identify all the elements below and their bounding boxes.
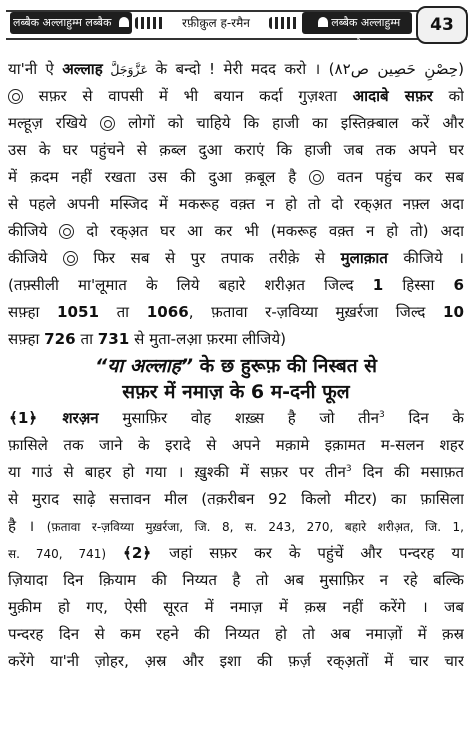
heading-text: के छ हुरूफ़ की निस्बत से	[193, 355, 377, 377]
text-line	[8, 432, 464, 459]
bold-text: 6	[453, 276, 464, 294]
text-line	[8, 405, 464, 432]
header-right-label	[302, 12, 412, 51]
text-line	[8, 245, 464, 272]
flower-icon	[63, 251, 78, 266]
text-line	[8, 272, 464, 299]
text-line	[8, 594, 464, 621]
superscript: 3	[379, 409, 385, 420]
flower-icon	[100, 116, 115, 131]
text-line	[8, 567, 464, 594]
text-line	[8, 540, 464, 567]
text-line	[8, 621, 464, 648]
bold-text: 1066	[146, 303, 189, 321]
text: सफ़र से वापसी में भी बयान कर्दा गुज़श्ता	[23, 87, 353, 105]
text: उस के घर पहुंचने से क़ब्ल दुआ कराएं कि हाजी जब तक अपने घर	[8, 141, 464, 159]
header-left-label	[10, 12, 132, 34]
text-line	[8, 137, 464, 164]
text: सफ़्हा	[8, 330, 45, 348]
chapter-title: रफ़ीक़ुल ह-रमैन	[182, 16, 250, 30]
bold-text: मुलाक़ात	[340, 249, 388, 267]
text: ता	[98, 303, 147, 321]
ornament-left	[135, 17, 165, 29]
bold-text: 726	[44, 330, 76, 348]
text: है ।	[8, 517, 47, 535]
arabic-text: عَزَّوَجَلَّ	[102, 62, 156, 77]
bold-text: 1051	[56, 303, 99, 321]
text-line	[8, 648, 464, 675]
text: जहां सफ़र कर के पहुंचें और पन्दरह या	[152, 544, 464, 562]
text: लोगों को चाहिये कि हाजी का इस्तिक़्बाल करें और	[115, 114, 464, 132]
text-line	[8, 459, 464, 486]
text-line	[8, 218, 464, 245]
text: कीजिये	[8, 249, 63, 267]
text: से मुराद साढ़े सत्तावन मील (तक़रीबन 92 किलो मीटर) का फ़ासिला	[8, 490, 464, 508]
text: को	[432, 87, 464, 105]
text-line	[8, 110, 464, 137]
bold-text: शरअ़न	[38, 409, 99, 427]
text: फ़ासिले तक जाने के इरादे से अपने मक़ामे इक़ामत म-सलन शहर	[8, 436, 464, 454]
text-line	[8, 56, 464, 83]
text: फिर सब से पुर तपाक तरीक़े से	[77, 249, 341, 267]
text: , फ़तावा र-ज़विय्या मुख़र्रजा जिल्द	[188, 303, 443, 321]
text: या'नी ऐ	[8, 60, 63, 78]
mosque-icon	[318, 17, 328, 27]
text-line	[8, 191, 464, 218]
page-header	[6, 4, 467, 51]
bold-text: 10	[442, 303, 464, 321]
page-body	[8, 56, 464, 675]
text-line	[8, 164, 464, 191]
flower-icon	[8, 89, 23, 104]
text: दो रक्अ़त घर आ कर भी (मकरूह वक़्त न हो तो) अदा	[74, 222, 464, 240]
point-marker-2: ﴾2﴿	[123, 544, 152, 562]
header-right-text: लब्बैक अल्लाहुम्म लब्बैक	[331, 16, 401, 51]
text: हिस्सा	[383, 276, 454, 294]
text: पन्दरह दिन से कम रहने की निय्यत हो तो अब नमाज़ों में क़स्र	[8, 625, 464, 643]
text: कीजिये ।	[387, 249, 464, 267]
bold-text: अल्लाह	[62, 60, 103, 78]
text: के बन्दो ! मेरी मदद करो । (حِصْنِ حَصِين ص٨٢)	[155, 60, 464, 78]
section-heading-line2: सफ़र में नमाज़ के 6 म-दनी फूल	[122, 381, 350, 403]
text: ता	[75, 330, 98, 348]
text-line	[8, 299, 464, 326]
text-line	[8, 326, 464, 353]
page-number: 43	[416, 6, 468, 44]
text: वतन पहुंच कर सब	[324, 168, 464, 186]
text-line	[8, 83, 464, 110]
section-heading-line1	[8, 353, 464, 379]
citation-text: (फ़तावा र-ज़विय्या मुख़र्रजा, जि. 8, स. 243, 270, बहारे शरीअ़त, जि. 1,	[46, 520, 464, 534]
text: मुक़ीम हो गए, ऐसी सूरत में नमाज़ में क़स्र नहीं करेंगे । जब	[8, 598, 464, 616]
bold-text: 731	[97, 330, 130, 348]
text: मल्हूज़ रखिये	[8, 114, 101, 132]
text: में क़दम नहीं रखता उस की दुआ क़बूल है	[8, 168, 310, 186]
citation-text: स. 740, 741)	[8, 547, 123, 561]
flower-icon	[59, 224, 74, 239]
superscript: 3	[345, 463, 352, 474]
ornament-right	[269, 17, 299, 29]
text: सफ़्हा	[8, 303, 57, 321]
point-marker-1: ﴾1﴿	[9, 409, 38, 427]
text: (तफ़्सीली मा'लूमात के लिये बहारे शरीअ़त जिल्द	[8, 276, 373, 294]
text: से मुता-लआ़ फ़रमा लीजिये)	[129, 330, 286, 348]
text: ज़ियादा दिन क़ियाम की निय्यत है तो अब मुसाफ़िर न रहे बल्कि	[8, 571, 464, 589]
text: से पहले अपनी मस्जिद में मकरूह वक़्त न हो तो दो रक्अ़त नफ़्ल अदा	[8, 195, 464, 213]
header-left-text: लब्बैक अल्लाहुम्म लब्बैक	[13, 16, 112, 29]
kaaba-icon	[119, 17, 129, 27]
flower-icon	[309, 170, 324, 185]
text: मुसाफ़िर वोह शख़्स है जो तीन	[98, 409, 380, 427]
bold-text: आदाबे सफ़र	[352, 87, 433, 105]
bold-text: 1	[372, 276, 384, 294]
text-line	[8, 486, 464, 513]
text: करेंगे या'नी ज़ोहर, अ़स्र और इशा की फ़र्ज़ रक्अ़तों में चार चार	[8, 652, 464, 670]
text: दिन की मसाफ़त	[351, 463, 464, 481]
text: या गाउं से बाहर हो गया । ख़ुश्की में सफ़र पर तीन	[8, 463, 346, 481]
text: कीजिये	[8, 222, 60, 240]
text: दिन के	[384, 409, 464, 427]
heading-quote: “या अल्लाह”	[94, 355, 193, 377]
text-line	[8, 513, 464, 540]
